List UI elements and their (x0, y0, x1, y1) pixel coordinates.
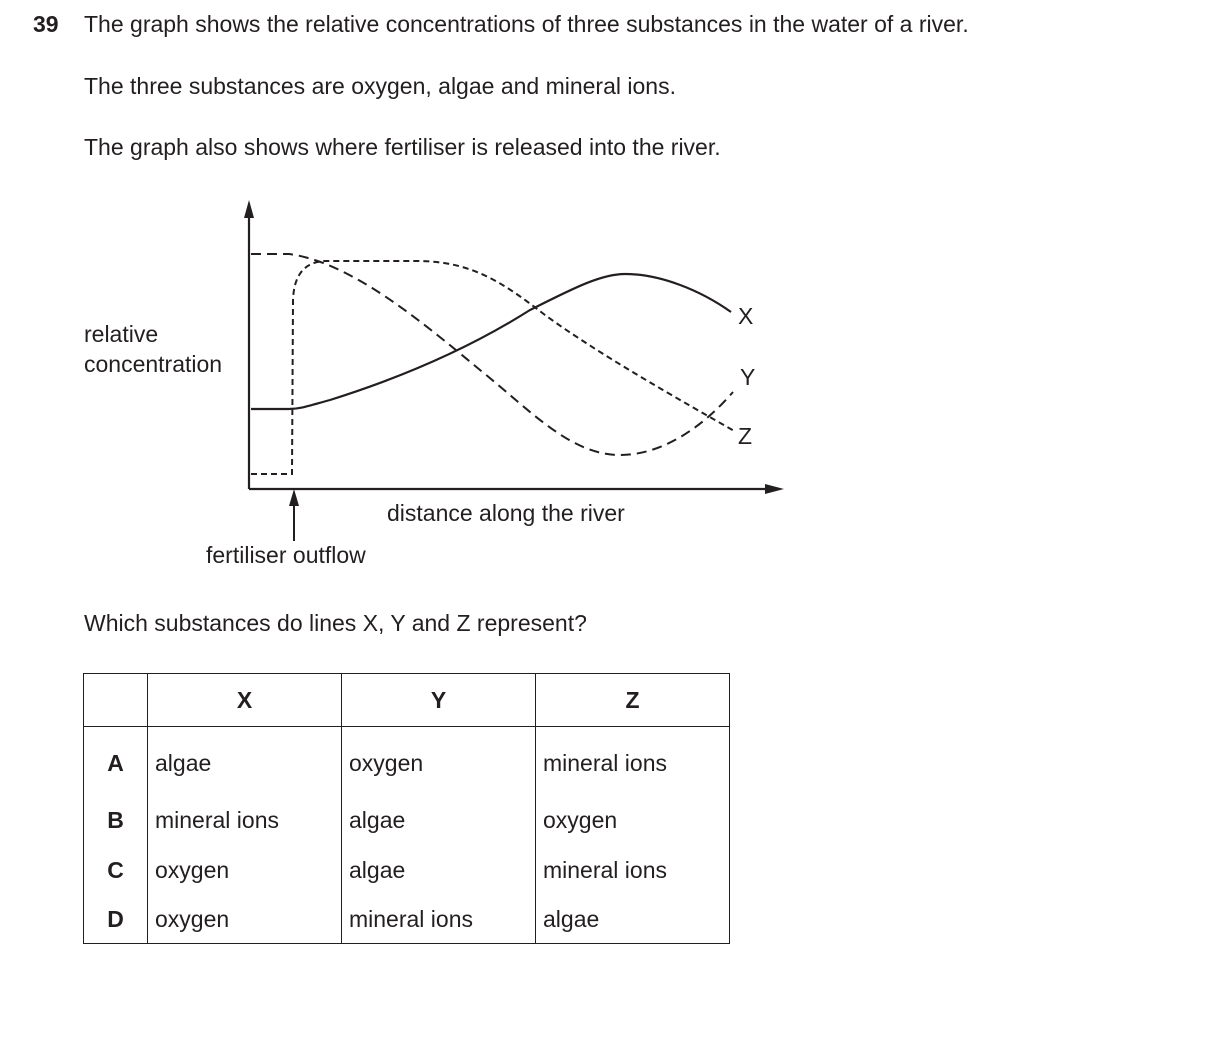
line-x-label: X (738, 303, 754, 329)
x-axis-arrowhead (765, 484, 784, 494)
option-row-a[interactable] (84, 727, 730, 796)
line-z (251, 261, 736, 474)
option-z-cell: mineral ions (536, 727, 730, 796)
option-letter: B (84, 795, 148, 845)
y-axis-label-line-2: concentration (84, 351, 223, 377)
line-y (251, 254, 733, 455)
option-z-cell: algae (536, 895, 730, 944)
option-row-c[interactable] (84, 845, 730, 895)
option-x-cell: algae (148, 727, 342, 796)
option-row-d[interactable] (84, 895, 730, 944)
option-z-cell: oxygen (536, 795, 730, 845)
header-x: X (148, 674, 342, 727)
option-letter: A (84, 727, 148, 796)
option-x-cell: oxygen (148, 895, 342, 944)
line-z-label: Z (738, 423, 753, 449)
question-number: 39 (33, 11, 59, 37)
y-axis-arrowhead (244, 200, 254, 218)
option-y-cell: algae (342, 845, 536, 895)
question-text-line-2: The three substances are oxygen, algae and mineral ions. (84, 73, 676, 99)
option-y-cell: mineral ions (342, 895, 536, 944)
option-z-cell: mineral ions (536, 845, 730, 895)
option-y-cell: oxygen (342, 727, 536, 796)
option-row-b[interactable] (84, 795, 730, 845)
outflow-arrowhead (289, 489, 299, 506)
line-y-label: Y (740, 364, 756, 390)
question-prompt: Which substances do lines X, Y and Z represent? (84, 610, 587, 636)
x-axis-label: distance along the river (387, 500, 625, 526)
header-y: Y (342, 674, 536, 727)
option-letter: D (84, 895, 148, 944)
outflow-label: fertiliser outflow (206, 542, 366, 568)
y-axis-label-line-1: relative (84, 321, 159, 347)
option-x-cell: oxygen (148, 845, 342, 895)
option-x-cell: mineral ions (148, 795, 342, 845)
question-text-line-1: The graph shows the relative concentrations of three substances in the water of a river. (84, 11, 969, 37)
option-letter: C (84, 845, 148, 895)
header-blank (84, 674, 148, 727)
table-header-row (84, 674, 730, 727)
option-y-cell: algae (342, 795, 536, 845)
question-text-line-3: The graph also shows where fertiliser is released into the river. (84, 134, 721, 160)
answer-table (83, 673, 730, 944)
header-z: Z (536, 674, 730, 727)
